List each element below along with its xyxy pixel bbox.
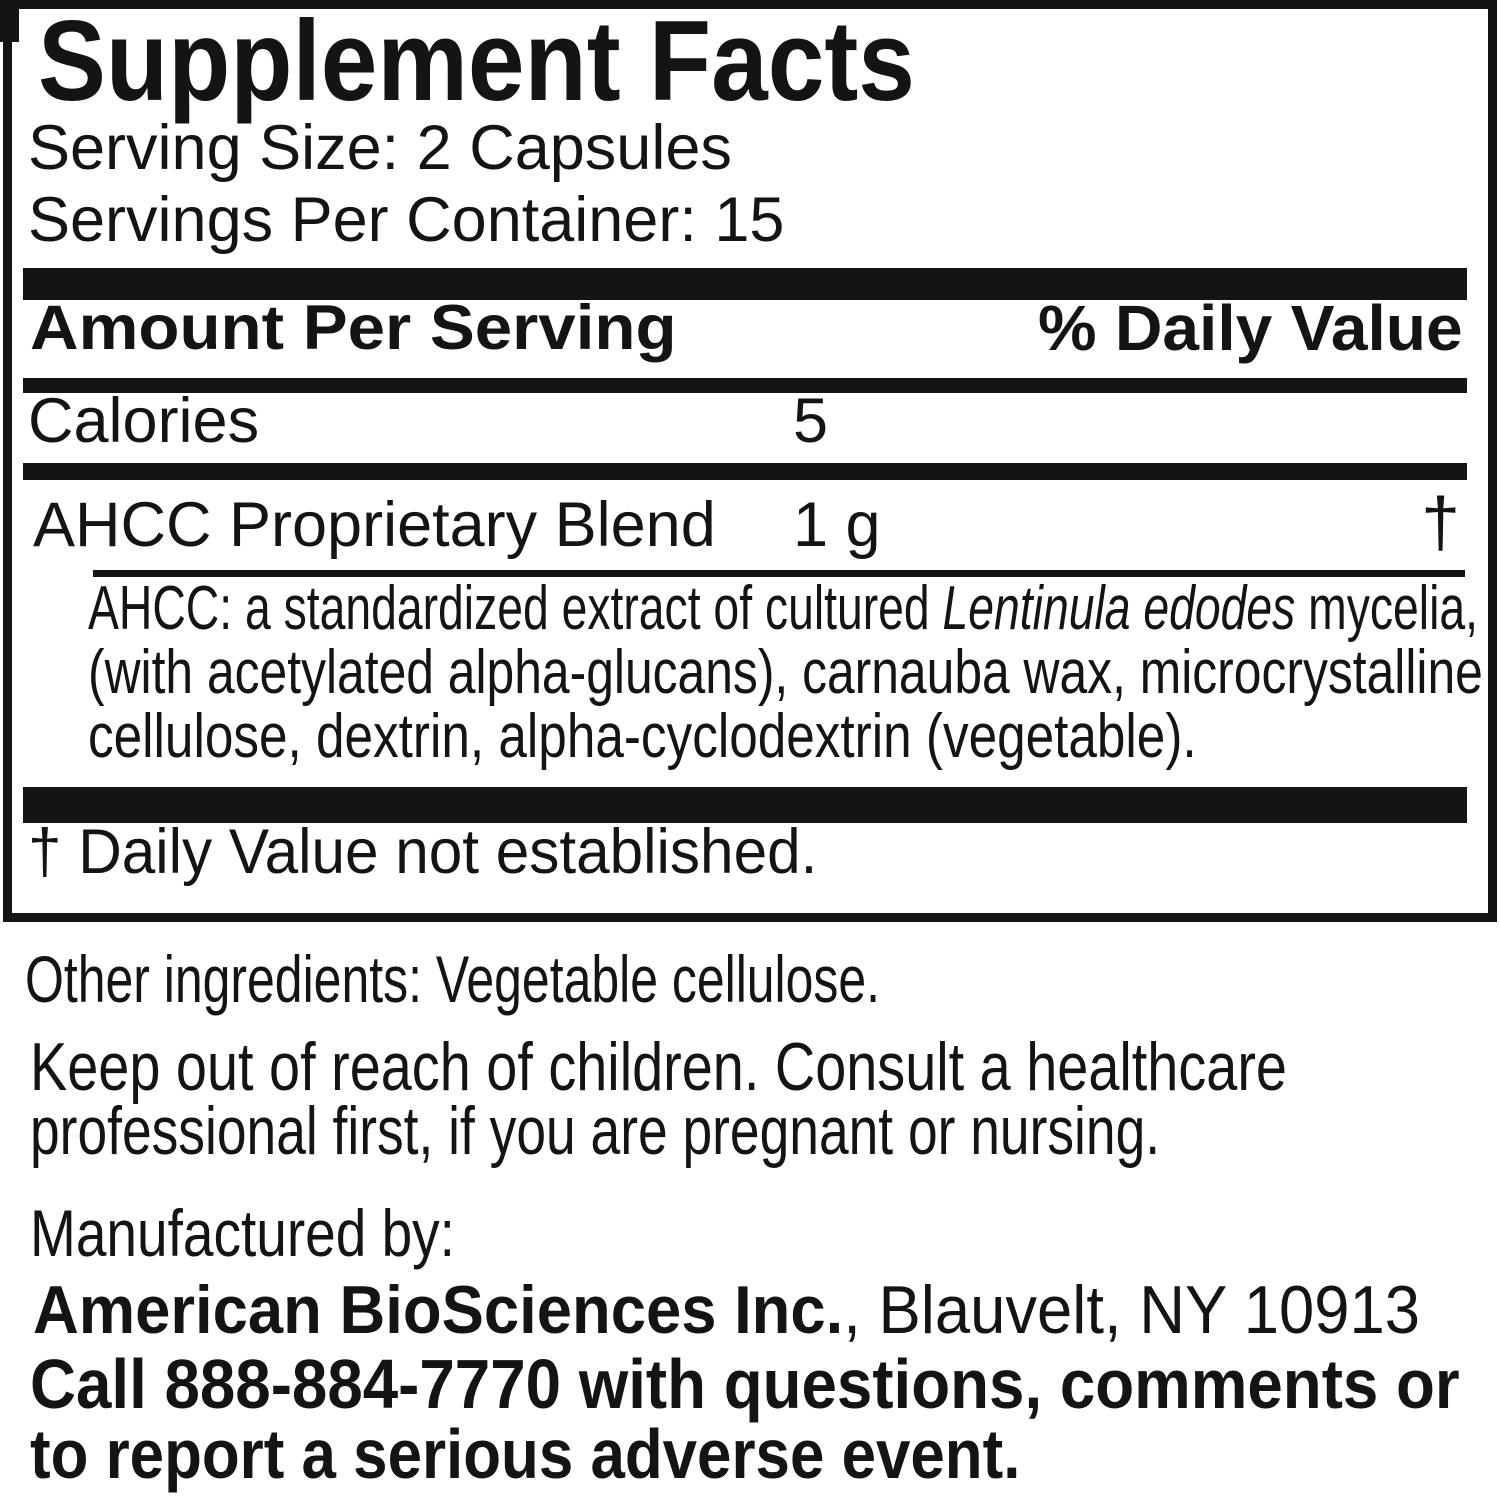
blend-daily-value-dagger: †: [1421, 483, 1460, 561]
divider-below-calories: [23, 463, 1467, 480]
manufactured-by-label: Manufactured by:: [30, 1196, 455, 1270]
panel-title: Supplement Facts: [38, 0, 915, 125]
blend-description-line1-prefix: AHCC: a standardized extract of cultured: [88, 574, 943, 643]
blend-label: AHCC Proprietary Blend: [33, 490, 716, 560]
manufacturer-name: American BioSciences Inc.: [33, 1272, 844, 1348]
calories-label: Calories: [28, 386, 260, 456]
warning-line2: professional first, if you are pregnant or nursing.: [30, 1093, 1161, 1169]
calories-amount: 5: [793, 386, 829, 456]
blend-description-line1: [88, 574, 1478, 643]
manufacturer-line: [33, 1274, 1420, 1346]
blend-description-line2: (with acetylated alpha-glucans), carnauba wax, microcrystalline: [88, 638, 1483, 707]
blend-description-line1-suffix: mycelia,: [1295, 574, 1478, 643]
manufacturer-address: , Blauvelt, NY 10913: [843, 1272, 1420, 1348]
blend-amount: 1 g: [793, 490, 881, 560]
contact-line2: to report a serious adverse event.: [30, 1415, 1021, 1493]
blend-description-latin-name: Lentinula edodes: [942, 574, 1296, 643]
contact-line1: Call 888-884-7770 with questions, comments or: [30, 1345, 1460, 1423]
amount-per-serving-header: Amount Per Serving: [30, 293, 677, 363]
servings-per-container-line: Servings Per Container: 15: [28, 185, 785, 255]
blend-description-line3: cellulose, dextrin, alpha-cyclodextrin (vegetable).: [88, 702, 1197, 771]
serving-size-line: Serving Size: 2 Capsules: [28, 113, 732, 183]
other-ingredients-line: Other ingredients: Vegetable cellulose.: [25, 942, 881, 1016]
corner-print-mark: [0, 0, 19, 42]
warning-line1: Keep out of reach of children. Consult a healthcare: [30, 1029, 1287, 1105]
daily-value-footnote: † Daily Value not established.: [28, 817, 818, 887]
daily-value-header: % Daily Value: [1038, 292, 1463, 364]
